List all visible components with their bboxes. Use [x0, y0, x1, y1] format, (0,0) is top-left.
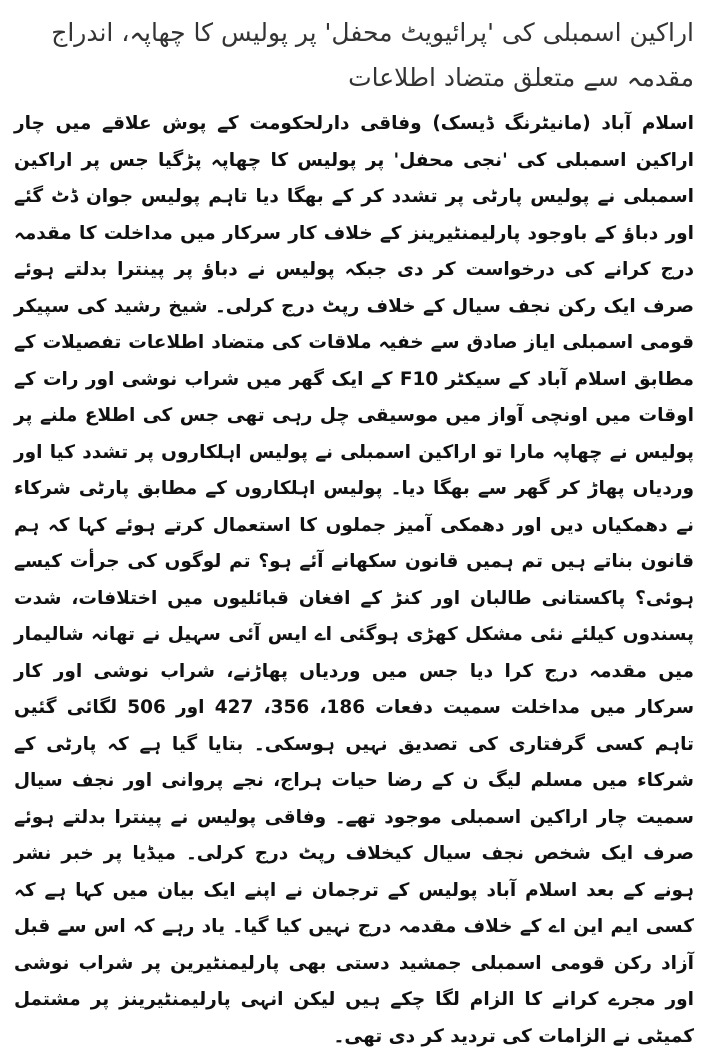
article-body: اسلام آباد (مانیٹرنگ ڈیسک) وفاقی دارلحکومت کے پوش علاقے میں چار اراکین اسمبلی کی 'نجی محفل' پر پولیس کا چھاپہ پڑگیا جس پر اراکین اسمبلی نے پولیس پارٹی پر تشدد کر کے بھگا دیا تاہم پولیس جوان ڈٹ گئے اور دباؤ کے باوجود پارلیمنٹیرینز کے خلاف کار سرکار میں مداخلت کا مقدمہ درج کرانے کی درخواست کر دی جبکہ پولیس نے دباؤ پر پینترا بدلتے ہوئے صرف ایک رکن نجف سیال کے خلاف رپٹ درج کرلی۔ شیخ رشید کی سپیکر قومی اسمبلی ایاز صادق سے خفیہ ملاقات کی متضاد اطلاعات تفصیلات کے مطابق اسلام آباد کے سیکٹر F10 کے ایک گھر میں شراب نوشی اور رات کے اوقات میں اونچی آواز میں موسیقی چل رہی تھی جس کی اطلاع ملنے پر پولیس نے چھاپہ مارا تو اراکین اسمبلی نے پولیس اہلکاروں پر تشدد کیا اور وردیاں پھاڑ کر گھر سے بھگا دیا۔ پولیس اہلکاروں کے مطابق پارٹی شرکاء نے دھمکیاں دیں اور دھمکی آمیز جملوں کا استعمال کرتے ہوئے کہا کہ ہم قانون بناتے ہیں تم ہمیں قانون سکھانے آئے ہو؟ تم لوگوں کی جرأت کیسے ہوئی؟ پاکستانی طالبان اور کنڑ کے افغان قبائلیوں میں اختلافات، شدت پسندوں کیلئے نئی مشکل کھڑی ہوگئی اے ایس آئی سہیل نے تھانہ شالیمار میں مقدمہ درج کرا دیا جس میں وردیاں پھاڑنے، شراب نوشی اور کار سرکار میں مداخلت سمیت دفعات 186، 356، 427 اور 506 لگائی گئیں تاہم کسی گرفتاری کی تصدیق نہیں ہوسکی۔ بتایا گیا ہے کہ پارٹی کے شرکاء میں مسلم لیگ ن کے رضا حیات ہراج، نجے پروانی اور نجف سیال سمیت چار اراکین اسمبلی موجود تھے۔ وفاقی پولیس نے پینترا بدلتے ہوئے صرف ایک شخص نجف سیال کیخلاف رپٹ درج کرلی۔ میڈیا پر خبر نشر ہونے کے بعد اسلام آباد پولیس کے ترجمان نے اپنے ایک بیان میں کہا ہے کہ کسی ایم این اے کے خلاف مقدمہ درج نہیں کیا گیا۔ یاد رہے کہ اس سے قبل آزاد رکن قومی اسمبلی جمشید دستی بھی پارلیمنٹیرین پر شراب نوشی اور مجرے کرانے کا الزام لگا چکے ہیں لیکن انہی پارلیمنٹیرینز پر مشتمل کمیٹی نے الزامات کی تردید کر دی تھی۔ [14, 113, 695, 1047]
news-article [14, 10, 695, 1047]
article-headline: اراکین اسمبلی کی 'پرائیویٹ محفل' پر پولیس کا چھاپہ، اندراج مقدمہ سے متعلق متضاد اطلاعات [51, 18, 694, 92]
